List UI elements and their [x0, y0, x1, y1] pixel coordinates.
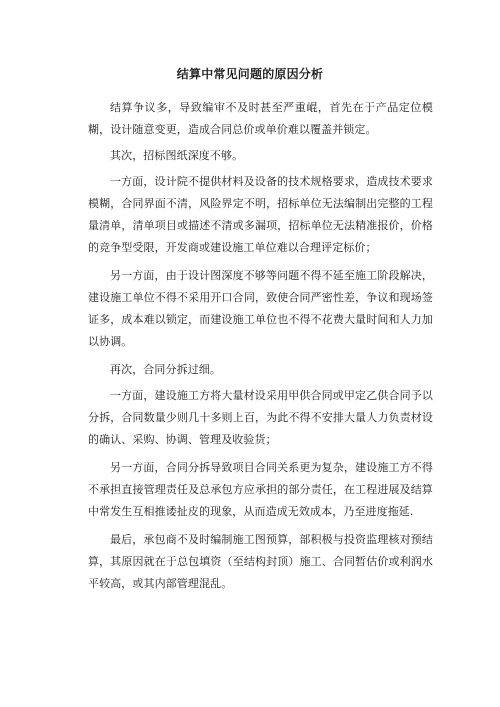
paragraph-intro: 结算争议多，导致编审不及时甚至严重崐，首先在于产品定位模糊，设计随意变更，造成合同总价或单价难以覆盖并锁定。	[88, 101, 433, 136]
paragraph-contracts-first: 一方面，建设施工方将大量材设采用甲供合同或甲定乙供合同予以分拆，合同数量少则几十多则上百，为此不得不安排大量人力负责材设的确认、采购、协调、管理及收验货；	[88, 389, 433, 446]
paragraph-reason-last: 最后，承包商不及时编制施工图预算，部积极与投资监理核对预结算，其原因就在于总包填资（至结构封顶）施工、合同暂估价或利润水平较高，或其内部管理混乱。	[88, 533, 433, 590]
paragraph-reason-three: 再次，合同分拆过细。	[110, 363, 221, 376]
document-title: 结算中常见问题的原因分析	[176, 67, 324, 81]
paragraph-reason-two: 其次，招标图纸深度不够。	[110, 149, 244, 162]
document-body	[88, 97, 433, 601]
paragraph-drawings-second: 另一方面，由于设计图深度不够等问题不得不延至施工阶段解决，建设施工单位不得不采用开口合同，致使合同严密性差，争议和现场签证多，成本难以锁定，而建设施工单位也不得不花费大量时间和人力加以协调。	[88, 269, 433, 348]
paragraph-drawings-first: 一方面，设计院不提供材料及设备的技术规格要求，造成技术要求模糊，合同界面不清，风险界定不明，招标单位无法编制出完整的工程量清单，清单项目或描述不清或多漏项，招标单位无法精准报价，价格的竞争型受限，开发商或建设施工单位难以合理评定标价；	[88, 175, 433, 254]
paragraph-contracts-second: 另一方面，合同分拆导致项目合同关系更为复杂，建设施工方不得不承担直接管理责任及总承包方应承担的部分责任，在工程进展及结算中常发生互相推诿扯皮的现象，从而造成无效成本，乃至进度拖延.	[88, 461, 433, 518]
